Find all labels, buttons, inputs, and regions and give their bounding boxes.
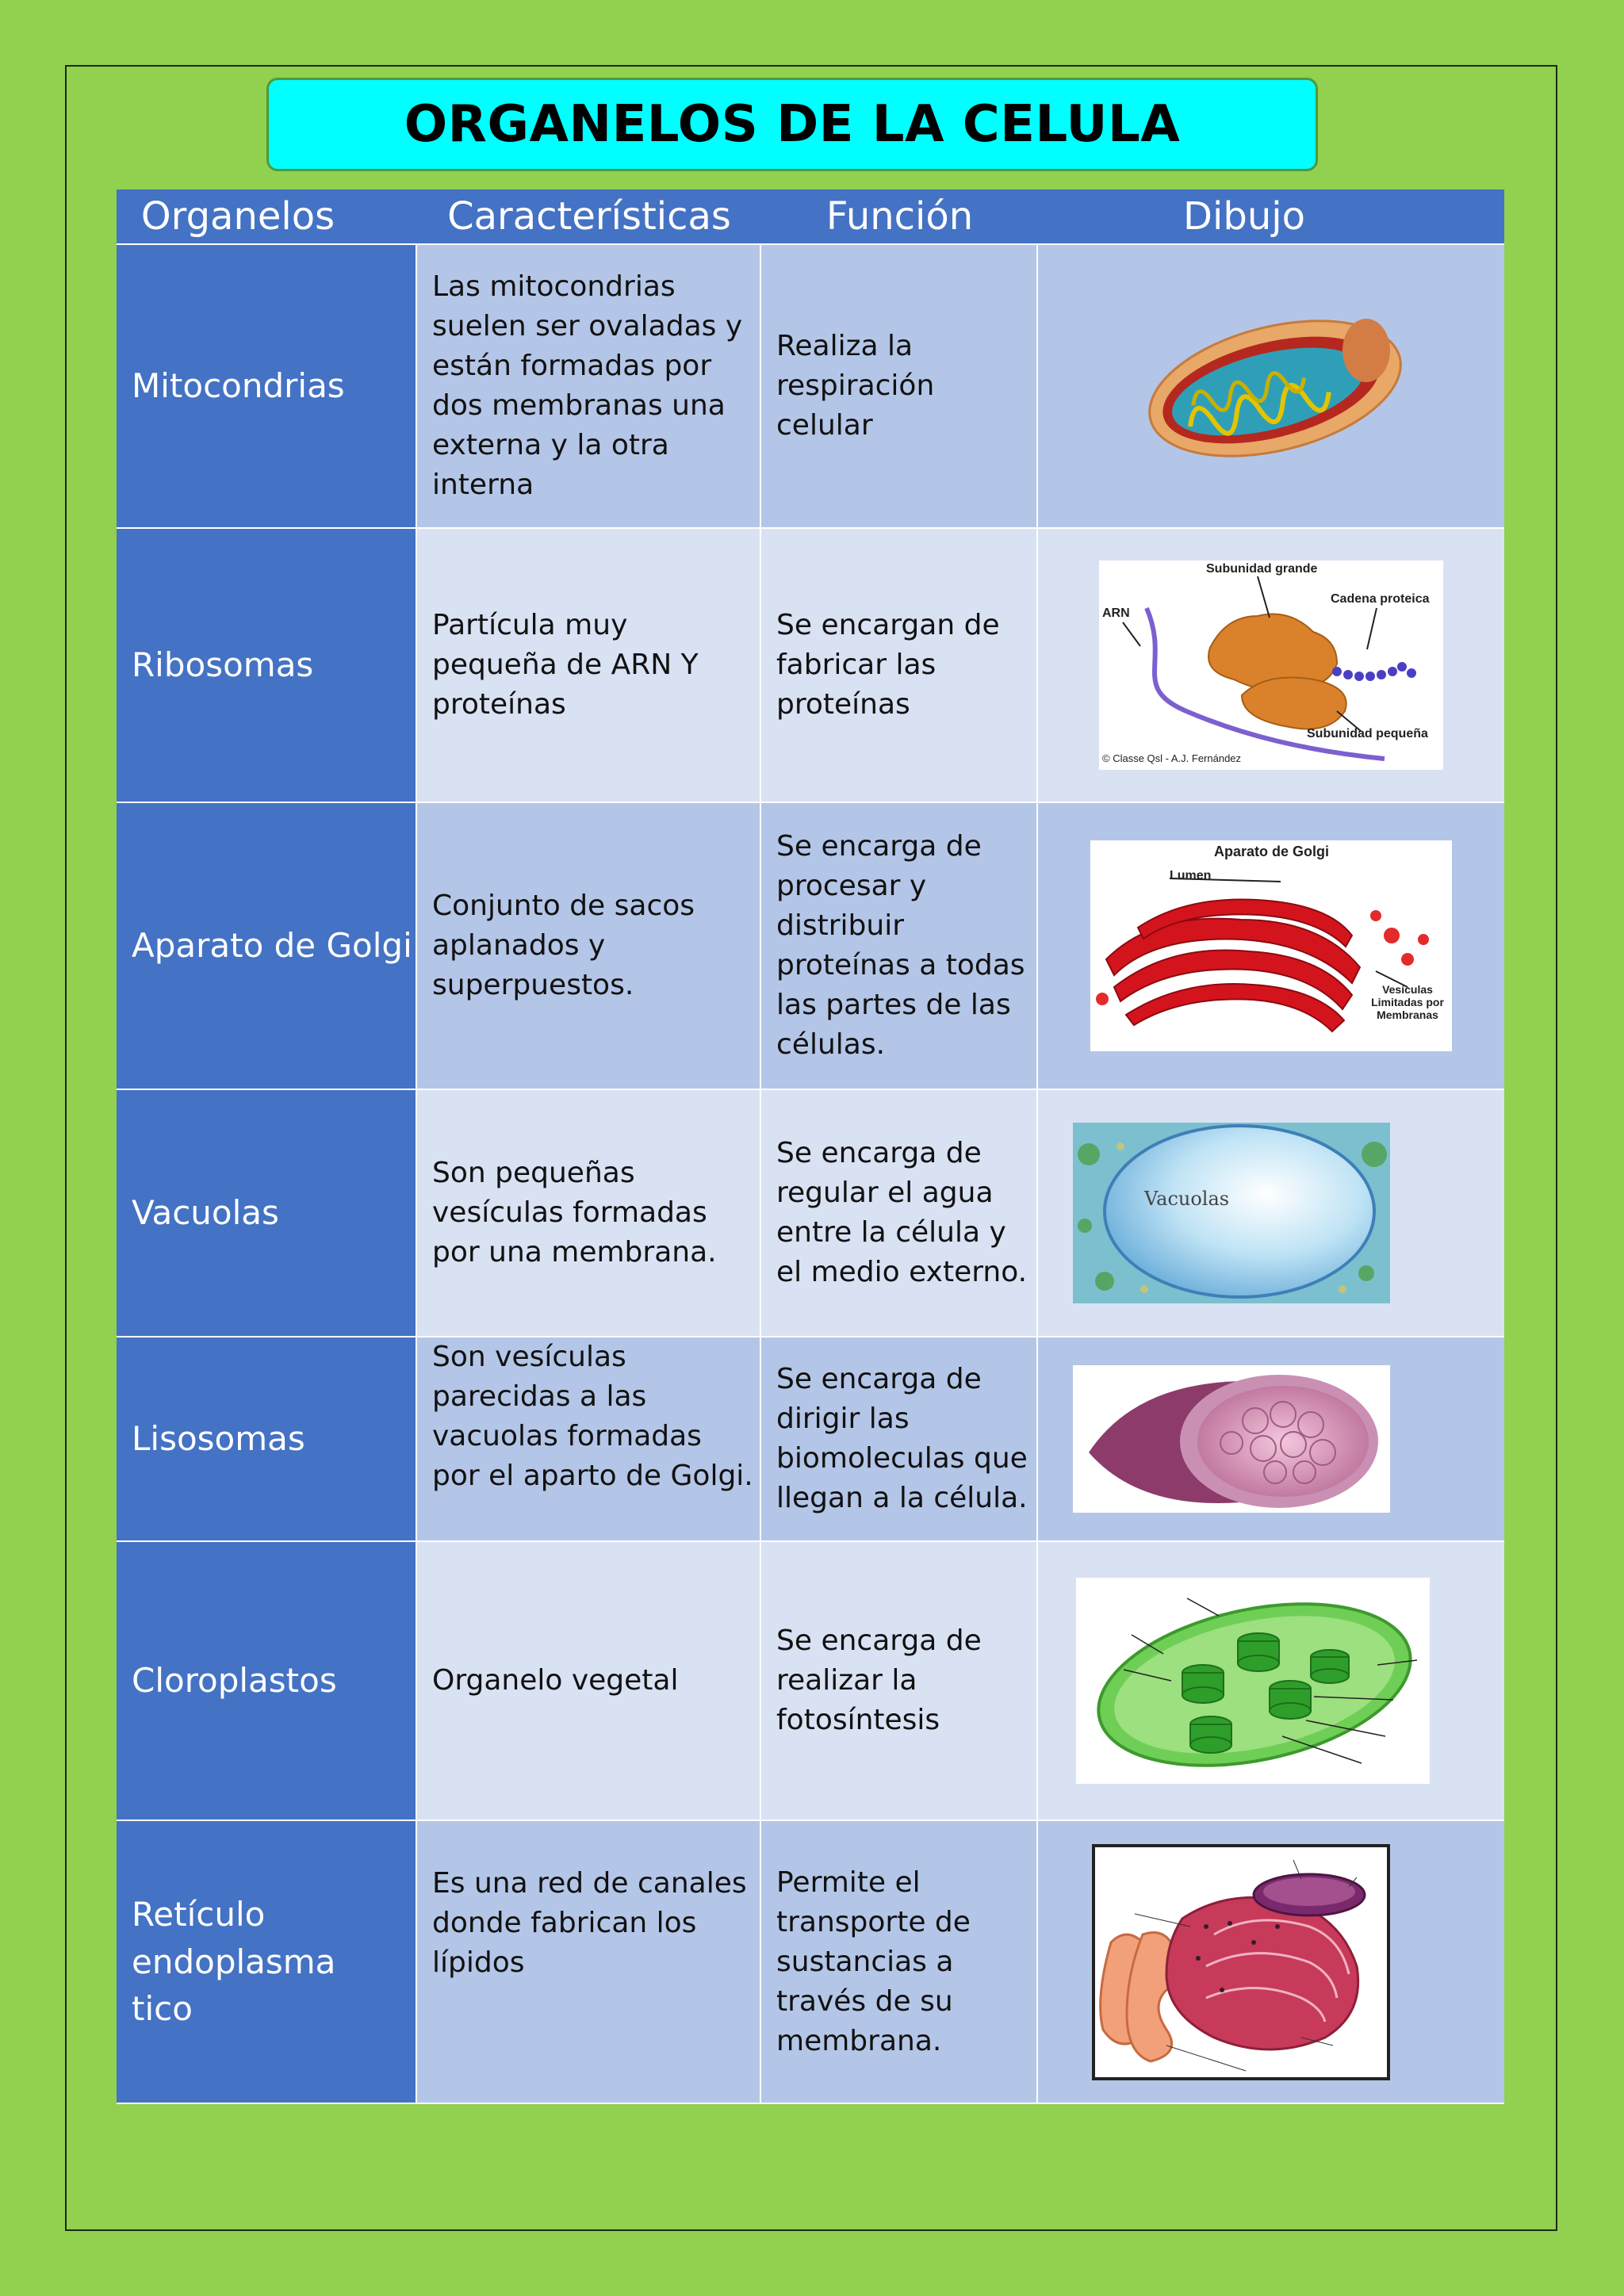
- characteristics-cell: [417, 1337, 761, 1542]
- organelle-name: Lisosomas: [117, 1337, 417, 1542]
- label-subunidad-pequena: Subunidad pequeña: [1307, 727, 1428, 740]
- characteristics-cell: [417, 1821, 761, 2104]
- table-row: [117, 1337, 1504, 1542]
- function-cell: [761, 1542, 1038, 1821]
- function-text: Permite el transporte de sustancias a través de su membrana.: [776, 1866, 971, 2057]
- drawing-cell: [1038, 1821, 1504, 2104]
- drawing-cell: [1038, 803, 1504, 1090]
- organelle-name: [117, 1821, 417, 2104]
- organelle-name: Aparato de Golgi: [117, 803, 417, 1090]
- characteristics-text: Organelo vegetal: [432, 1664, 679, 1697]
- page-title: ORGANELOS DE LA CELULA: [404, 95, 1181, 154]
- table-row: [117, 1542, 1504, 1821]
- function-cell: [761, 1337, 1038, 1542]
- label-arn: ARN: [1102, 607, 1130, 620]
- characteristics-cell: [417, 1090, 761, 1337]
- function-cell: [761, 1821, 1038, 2104]
- label-credit: © Classe Qsl - A.J. Fernández: [1102, 752, 1242, 764]
- drawing-cell: [1038, 245, 1504, 529]
- function-text: Se encarga de procesar y distribuir proteínas a todas las partes de las células.: [776, 830, 1025, 1061]
- label-vacuolas: Vacuolas: [1144, 1188, 1230, 1210]
- table-row: [117, 803, 1504, 1090]
- header-dibujo: Dibujo: [1183, 194, 1305, 239]
- label-lumen: Lumen: [1170, 869, 1212, 882]
- organelle-name: Vacuolas: [117, 1090, 417, 1337]
- characteristics-text: Son vesículas parecidas a las vacuolas formadas por el aparto de Golgi.: [432, 1341, 753, 1492]
- organelle-name: Mitocondrias: [117, 245, 417, 529]
- header-caracteristicas: Características: [447, 194, 731, 239]
- organelle-name: Ribosomas: [117, 529, 417, 803]
- chloroplast-diagram: [1076, 1578, 1430, 1784]
- characteristics-cell: [417, 245, 761, 529]
- characteristics-cell: [417, 803, 761, 1090]
- function-cell: [761, 803, 1038, 1090]
- table-row: [117, 245, 1504, 529]
- function-cell: [761, 245, 1038, 529]
- table-row: [117, 529, 1504, 803]
- mitochondria-diagram: [1128, 295, 1414, 477]
- lysosome-image: [1073, 1365, 1390, 1513]
- er-diagram: [1092, 1844, 1390, 2080]
- function-text: Se encargan de fabricar las proteínas: [776, 609, 1000, 721]
- function-cell: [761, 529, 1038, 803]
- table-row: [117, 1090, 1504, 1337]
- label-vesiculas: Vesículas Limitadas por Membranas: [1371, 983, 1444, 1021]
- characteristics-text: Son pequeñas vesículas formadas por una membrana.: [432, 1157, 717, 1269]
- golgi-diagram: [1090, 840, 1452, 1051]
- characteristics-cell: [417, 529, 761, 803]
- characteristics-text: Conjunto de sacos aplanados y superpuestos.: [432, 890, 695, 1001]
- function-text: Se encarga de dirigir las biomoleculas que llegan a la célula.: [776, 1363, 1028, 1514]
- function-text: Se encarga de regular el agua entre la célula y el medio externo.: [776, 1137, 1028, 1288]
- label-golgi-title: Aparato de Golgi: [1214, 844, 1330, 859]
- organelles-table: [117, 189, 1504, 2104]
- function-text: Se encarga de realizar la fotosíntesis: [776, 1624, 982, 1736]
- table-row: [117, 1821, 1504, 2104]
- characteristics-text: Partícula muy pequeña de ARN Y proteínas: [432, 609, 699, 721]
- organelle-name-text: Retículo endoplasma tico: [132, 1895, 336, 2029]
- table-header: [117, 189, 1504, 245]
- drawing-cell: [1038, 1542, 1504, 1821]
- header-organelos: Organelos: [140, 194, 335, 239]
- drawing-cell: [1038, 529, 1504, 803]
- label-subunidad-grande: Subunidad grande: [1206, 562, 1318, 576]
- label-cadena-proteica: Cadena proteica: [1331, 592, 1430, 606]
- characteristics-cell: [417, 1542, 761, 1821]
- characteristics-text: Es una red de canales donde fabrican los lípidos: [432, 1867, 747, 1979]
- characteristics-text: Las mitocondrias suelen ser ovaladas y están formadas por dos membranas una externa y la otra interna: [432, 270, 743, 501]
- header-funcion: Función: [825, 194, 974, 239]
- drawing-cell: [1038, 1090, 1504, 1337]
- drawing-cell: [1038, 1337, 1504, 1542]
- title-banner: [266, 78, 1318, 171]
- function-cell: [761, 1090, 1038, 1337]
- function-text: Realiza la respiración celular: [776, 330, 935, 442]
- vacuole-image: [1073, 1123, 1390, 1303]
- organelle-name: Cloroplastos: [117, 1542, 417, 1821]
- ribosome-diagram: [1099, 561, 1443, 770]
